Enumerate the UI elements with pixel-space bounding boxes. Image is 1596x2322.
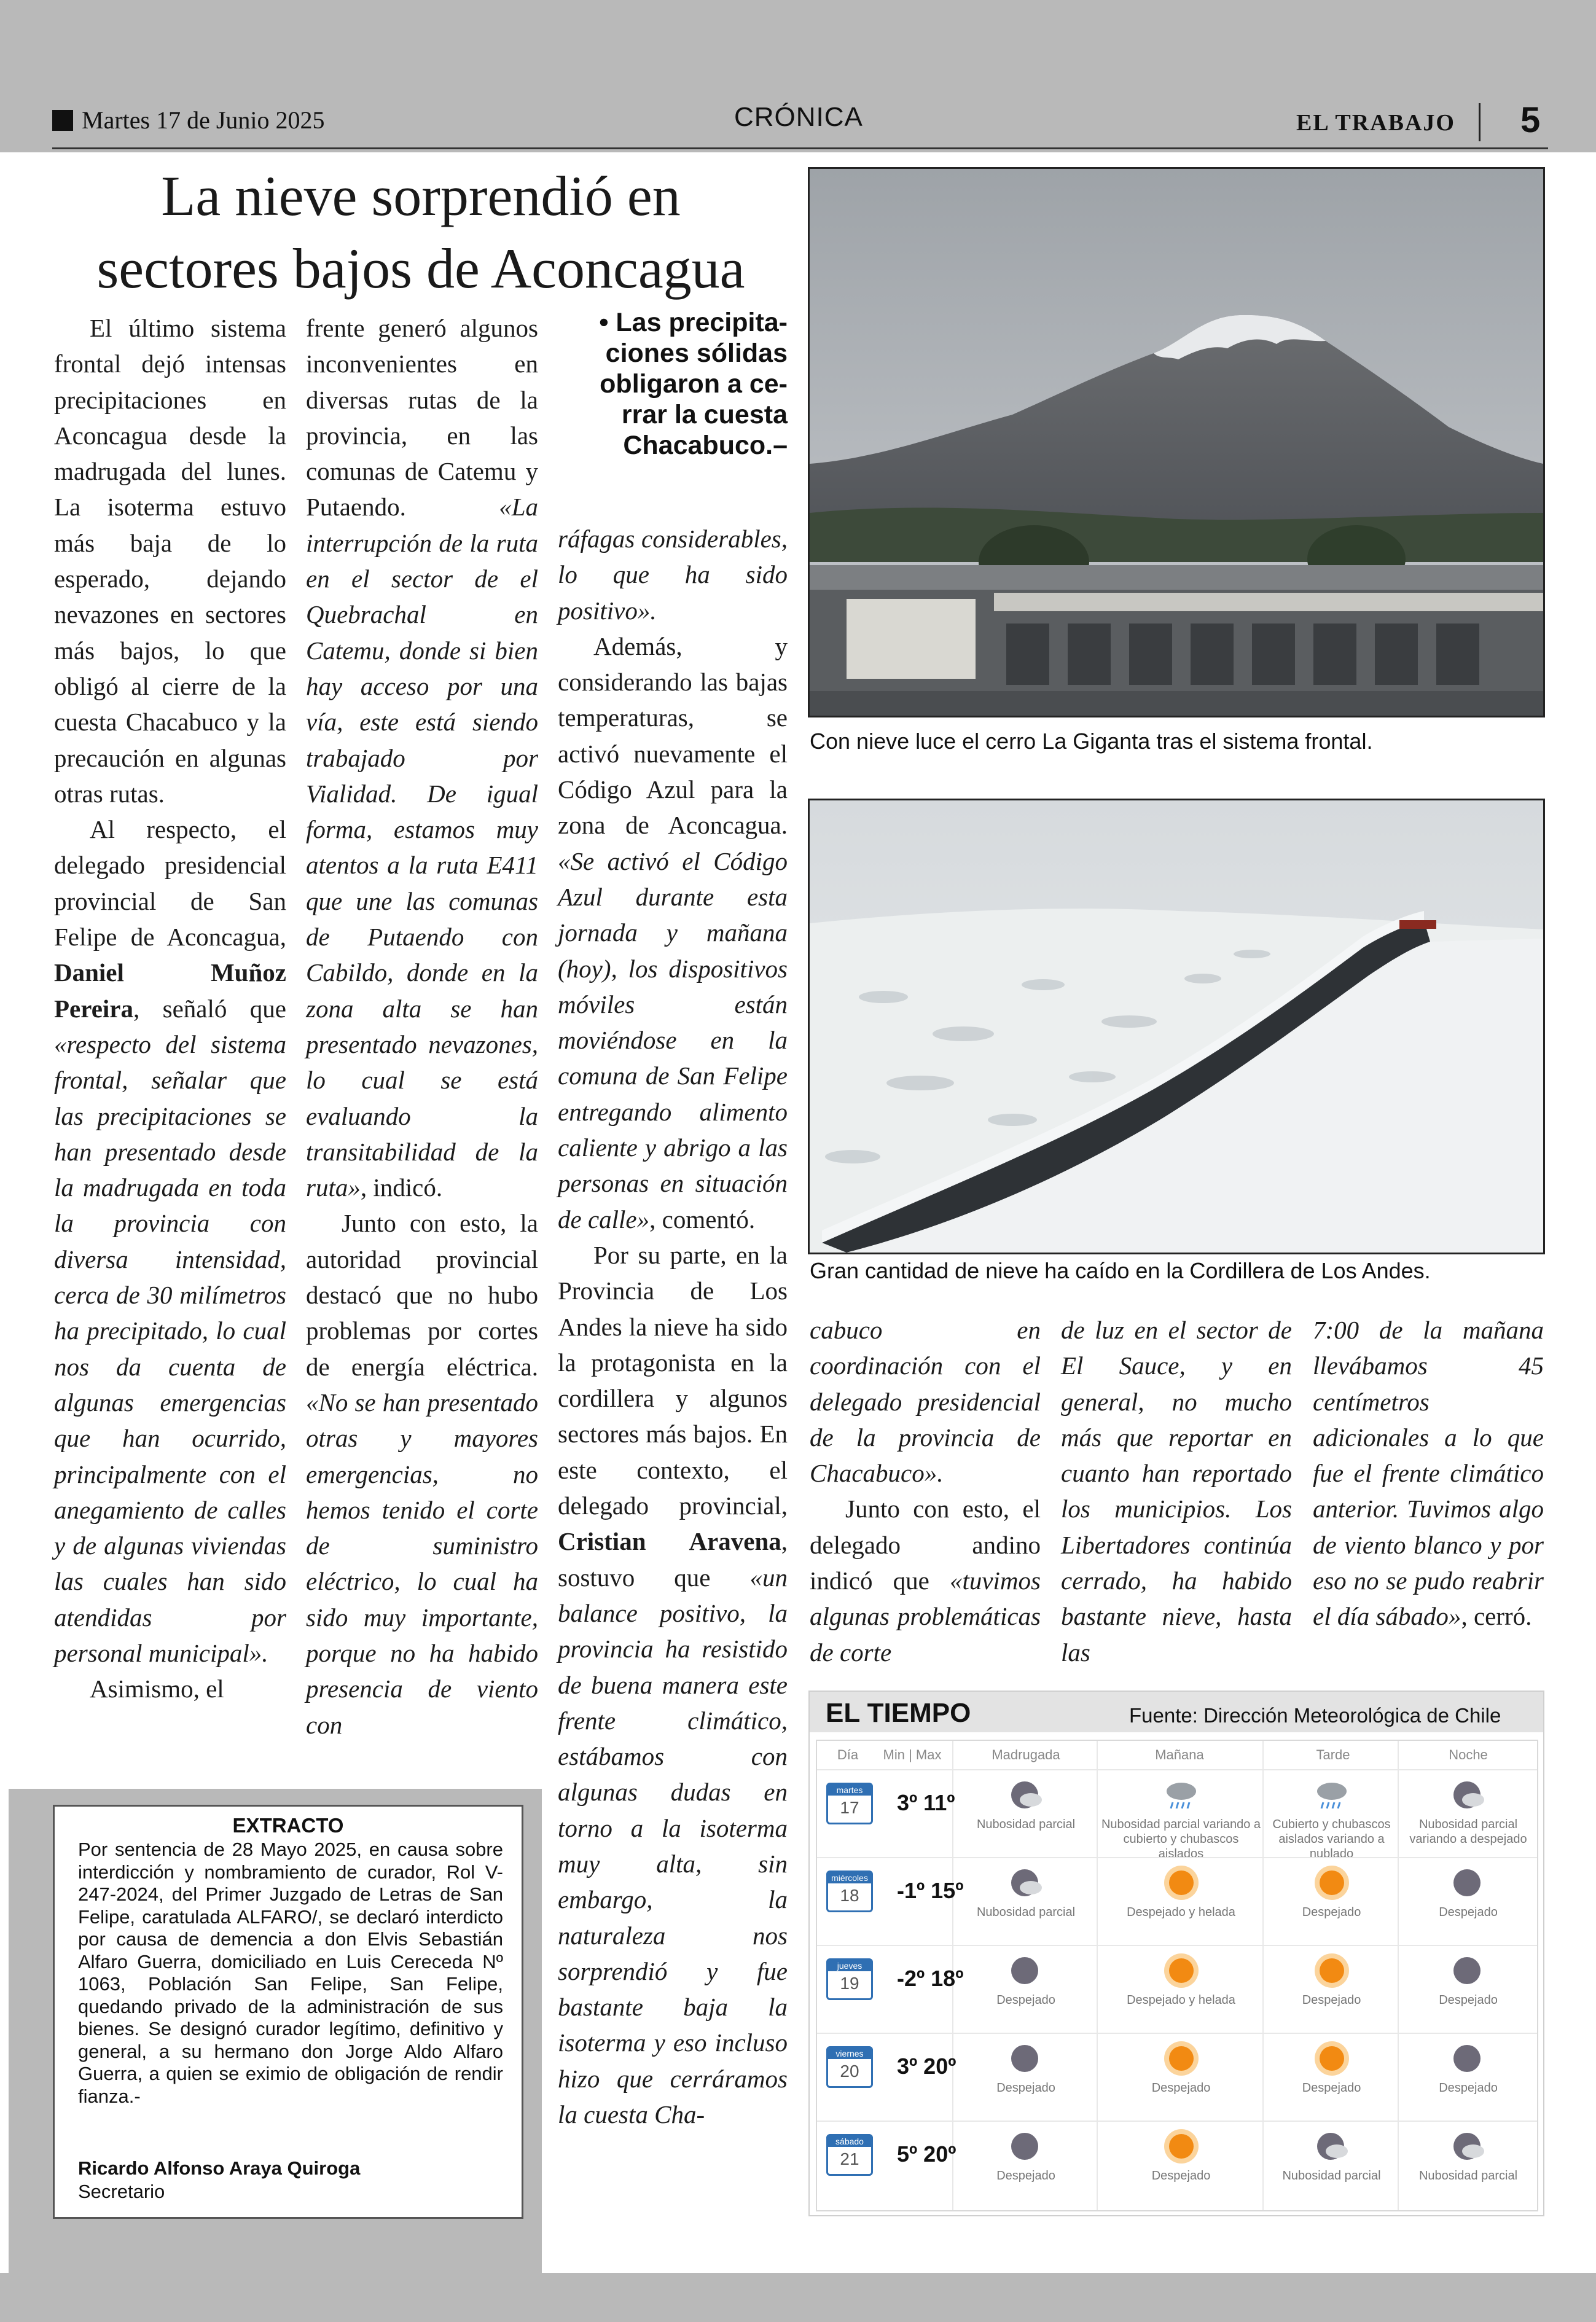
weather-temps: 5º 20º: [897, 2141, 956, 2167]
forecast-label: Despejado: [1151, 2169, 1211, 2183]
extract-notice: [53, 1805, 523, 2219]
weather-temps: 3º 20º: [897, 2054, 956, 2079]
moon-icon: [1449, 2039, 1488, 2078]
forecast-cell-tarde: [1265, 1951, 1398, 2007]
sun-icon: [1162, 1951, 1201, 1990]
forecast-cell-tarde: [1265, 2127, 1398, 2183]
weather-box: [808, 1691, 1544, 2216]
weather-source: Fuente: Dirección Meteorológica de Chile: [1129, 1704, 1501, 1727]
page-number: 5: [1520, 100, 1541, 140]
weather-day: viernes: [828, 2048, 871, 2059]
moon-icon: [1449, 2127, 1488, 2166]
col-header-tarde: Tarde: [1316, 1747, 1350, 1762]
forecast-label: Nubosidad parcial: [1418, 2169, 1518, 2183]
lead-line: obligaron a ce-: [600, 369, 788, 399]
weather-day: miércoles: [828, 1872, 871, 1883]
col-header-manana: Mañana: [1155, 1747, 1204, 1762]
extract-body: Por sentencia de 28 Mayo 2025, en causa sobre interdicción y nombramiento de curador, Rol V-247-2024, del Primer Juzgado de Letras de San Felipe, caratulada ALFARO/, se declaró interdicto por causa de demencia a don Elvis Sebastián Alfaro Guerra, domiciliado en Luis Cereceda Nº 1063, Población San Felipe, San Felipe, quedando privado de la administración de sus bienes. Se designó curador legítimo, definitivo y general, a su hermano don Jorge Aldo Alfaro Guerra, a quien se eximio de obligación de rendir fianza.-: [78, 1839, 503, 2107]
weather-date: 18: [840, 1886, 859, 1905]
calendar-icon: [826, 1783, 873, 1824]
weather-date: 19: [840, 1974, 859, 1993]
forecast-cell-noche: [1401, 2039, 1536, 2095]
forecast-label: Despejado: [996, 2169, 1055, 2183]
forecast-label: Despejado: [1439, 1993, 1498, 2007]
forecast-cell-madrugada: [955, 2127, 1097, 2183]
forecast-label: Despejado: [1302, 2081, 1361, 2095]
weather-row: [817, 1857, 1537, 1937]
forecast-cell-tarde: [1265, 1863, 1398, 1920]
weather-title: EL TIEMPO: [826, 1698, 971, 1728]
forecast-cell-madrugada: [955, 1863, 1097, 1920]
forecast-label: Despejado: [1302, 1993, 1361, 2007]
extract-signature: [78, 2157, 360, 2203]
paper-name: EL TRABAJO: [1296, 110, 1455, 136]
weather-date: 21: [840, 2149, 859, 2168]
forecast-cell-tarde: [1265, 2039, 1398, 2095]
article-lead: [558, 307, 788, 461]
moon-icon: [1006, 1775, 1046, 1815]
signer-role: Secretario: [78, 2181, 165, 2202]
moon-icon: [1449, 1951, 1488, 1990]
forecast-label: Despejado y helada: [1127, 1906, 1235, 1919]
forecast-label: Nubosidad parcial: [976, 1906, 1076, 1919]
article-column-5: de luz en el sector de El Sauce, y en general, no mucho más que reportar en cuanto han reportado los municipios. Los Libertadores continúa cerrado, ha habido bastante nieve, hasta las: [1061, 1316, 1292, 1667]
forecast-label: Cubierto y chubascos aislados variando a nublado: [1272, 1818, 1391, 1861]
weather-day: jueves: [828, 1960, 871, 1971]
forecast-cell-madrugada: [955, 2039, 1097, 2095]
forecast-cell-noche: [1401, 1863, 1536, 1920]
header-divider: [1479, 103, 1481, 141]
weather-temps: -1º 15º: [897, 1878, 964, 1903]
page-header: [52, 98, 1548, 149]
photo-caption-1: Con nieve luce el cerro La Giganta tras el sistema frontal.: [810, 729, 1373, 754]
sun-icon: [1162, 1863, 1201, 1902]
weather-row: [817, 1945, 1537, 2025]
col-header-minmax: Min | Max: [883, 1747, 942, 1762]
forecast-cell-noche: [1401, 2127, 1536, 2183]
weather-day: sábado: [828, 2136, 871, 2147]
forecast-cell-manana: [1100, 1863, 1262, 1920]
weather-table: [816, 1740, 1538, 2211]
forecast-label: Despejado: [996, 2081, 1055, 2095]
moon-icon: [1006, 2039, 1046, 2078]
rain-cloud-icon: [1312, 1775, 1352, 1815]
sun-icon: [1312, 1951, 1352, 1990]
weather-header: [810, 1692, 1543, 1732]
forecast-label: Despejado: [1439, 2081, 1498, 2095]
lead-line: rrar la cuesta: [621, 400, 788, 429]
forecast-label: Nubosidad parcial: [1282, 2169, 1381, 2183]
calendar-icon: [826, 1958, 873, 2000]
weather-temps: -2º 18º: [897, 1966, 964, 1991]
extract-title: EXTRACTO: [232, 1814, 344, 1837]
moon-icon: [1006, 2127, 1046, 2166]
photo-cordillera-snow: [808, 799, 1545, 1254]
weather-row: [817, 1769, 1537, 1861]
weather-temps: 3º 11º: [897, 1790, 955, 1815]
col-header-day: Día: [837, 1747, 859, 1762]
forecast-cell-madrugada: [955, 1775, 1097, 1832]
forecast-cell-manana: [1100, 2039, 1262, 2095]
moon-icon: [1449, 1775, 1488, 1815]
headline-line: La nieve sorprendió en: [161, 165, 681, 227]
forecast-label: Despejado: [1151, 2081, 1211, 2095]
weather-day: martes: [828, 1784, 871, 1796]
article-column-6: 7:00 de la mañana llevábamos 45 centímetros adicionales a lo que fue el frente climático anterior. Tuvimos algo de viento blanco y por eso no se pudo reabrir el día sábado», cerró.: [1313, 1316, 1544, 1631]
forecast-label: Despejado y helada: [1127, 1993, 1235, 2007]
article-column-3: ráfagas considerables, lo que ha sido positivo». Además, y considerando las bajas temperaturas, se activó nuevamente el Código Azul para la zona de Aconcagua. «Se activó el Código Azul durante esta jornada y mañana (hoy), los dispositivos móviles están moviéndose en la comuna de San Felipe entregando alimento caliente y abrigo a las personas en situación de calle», comentó. Por su parte, en la Provincia de Los Andes la nieve ha sido la protagonista en la cordillera y algunos sectores más bajos. En este contexto, el delegado provincial, Cristian Aravena, sostuvo que «un balance positivo, la provincia ha resistido de buena manera este frente climático, estábamos con algunas dudas en torno a la isoterma muy alta, sin embargo, la naturaleza nos sorprendió y fue bastante baja la isoterma y eso incluso hizo que cerráramos la cuesta Cha-: [558, 525, 788, 2129]
forecast-cell-manana: [1100, 1775, 1262, 1861]
forecast-label: Nubosidad parcial: [976, 1818, 1076, 1831]
article-column-2: frente generó algunos inconvenientes en diversas rutas de la provincia, en las comunas de Catemu y Putaendo. «La interrupción de la ruta en el sector de el Quebrachal en Catemu, donde si bien hay acceso por una vía, este está siendo trabajado por Vialidad. De igual forma, estamos muy atentos a la ruta E411 que une las comunas de Putaendo con Cabildo, donde en la zona alta se han presentado nevazones, lo cual se está evaluando la transitabilidad de la ruta», indicó. Junto con esto, la autoridad provincial destacó que no hubo problemas por cortes de energía eléctrica. «No se han presentado otras y mayores emergencias, no hemos tenido el corte de suministro eléctrico, lo cual ha sido muy importante, porque no ha habido presencia de viento con: [306, 314, 538, 1739]
sun-icon: [1162, 2039, 1201, 2078]
sun-icon: [1312, 1863, 1352, 1902]
col-header-noche: Noche: [1449, 1747, 1488, 1762]
forecast-label: Nubosidad parcial variando a despejado: [1409, 1818, 1527, 1846]
header-date-text: Martes 17 de Junio 2025: [82, 106, 325, 134]
forecast-cell-manana: [1100, 2127, 1262, 2183]
article-headline: [55, 160, 786, 305]
weather-row: [817, 2033, 1537, 2113]
photo-cerro-la-giganta: [808, 167, 1545, 717]
calendar-icon: [826, 2134, 873, 2176]
lead-line: Chacabuco.–: [623, 431, 788, 460]
sun-icon: [1162, 2127, 1201, 2166]
forecast-label: Despejado: [996, 1993, 1055, 2007]
calendar-icon: [826, 1871, 873, 1912]
moon-icon: [1006, 1863, 1046, 1902]
forecast-label: Despejado: [1302, 1906, 1361, 1919]
col-header-madrugada: Madrugada: [992, 1747, 1060, 1762]
weather-date: 17: [840, 1798, 859, 1817]
lead-line: ciones sólidas: [605, 338, 788, 368]
forecast-cell-noche: [1401, 1775, 1536, 1847]
moon-icon: [1449, 1863, 1488, 1902]
weather-row: [817, 2121, 1537, 2200]
page-bottom-margin: [0, 2273, 1596, 2322]
forecast-cell-noche: [1401, 1951, 1536, 2007]
rain-cloud-icon: [1162, 1775, 1201, 1815]
forecast-cell-tarde: [1265, 1775, 1398, 1861]
photo-caption-2: Gran cantidad de nieve ha caído en la Cordillera de Los Andes.: [810, 1258, 1431, 1283]
article-column-4: cabuco en coordinación con el delegado presidencial de la provincia de Chacabuco». Junto con esto, el delegado andino indicó que «tuvimos algunas problemáticas de corte: [810, 1316, 1041, 1667]
calendar-icon: [826, 2046, 873, 2088]
forecast-cell-manana: [1100, 1951, 1262, 2007]
weather-date: 20: [840, 2062, 859, 2081]
headline-line: sectores bajos de Aconcagua: [96, 237, 745, 300]
square-icon: [52, 110, 73, 131]
forecast-cell-madrugada: [955, 1951, 1097, 2007]
signer-name: Ricardo Alfonso Araya Quiroga: [78, 2157, 361, 2179]
article-column-1: El último sistema frontal dejó intensas precipitaciones en Aconcagua desde la madrugada del lunes. La isoterma estuvo más baja de lo esperado, dejando nevazones en sectores más bajos, lo que obligó al cierre de la cuesta Chacabuco y la precaución en algunas otras rutas. Al respecto, el delegado presidencial provincial de San Felipe de Aconcagua, Daniel Muñoz Pereira, señaló que «respecto del sistema frontal, señalar que las precipitaciones se han presentado desde la madrugada en toda la provincia con diversa intensidad, cerca de 30 milímetros ha precipitado, lo cual nos da cuenta de algunas emergencias que han ocurrido, principalmente con el anegamiento de calles y de algunas viviendas las cuales han sido atendidas por personal municipal». Asimismo, el: [54, 314, 286, 1703]
lead-line: • Las precipita-: [599, 308, 788, 337]
forecast-label: Nubosidad parcial variando a cubierto y chubascos aislados: [1101, 1818, 1261, 1861]
forecast-label: Despejado: [1439, 1906, 1498, 1919]
header-date: [52, 106, 325, 135]
sun-icon: [1312, 2039, 1352, 2078]
section-name: CRÓNICA: [734, 102, 863, 132]
moon-icon: [1006, 1951, 1046, 1990]
moon-icon: [1312, 2127, 1352, 2166]
